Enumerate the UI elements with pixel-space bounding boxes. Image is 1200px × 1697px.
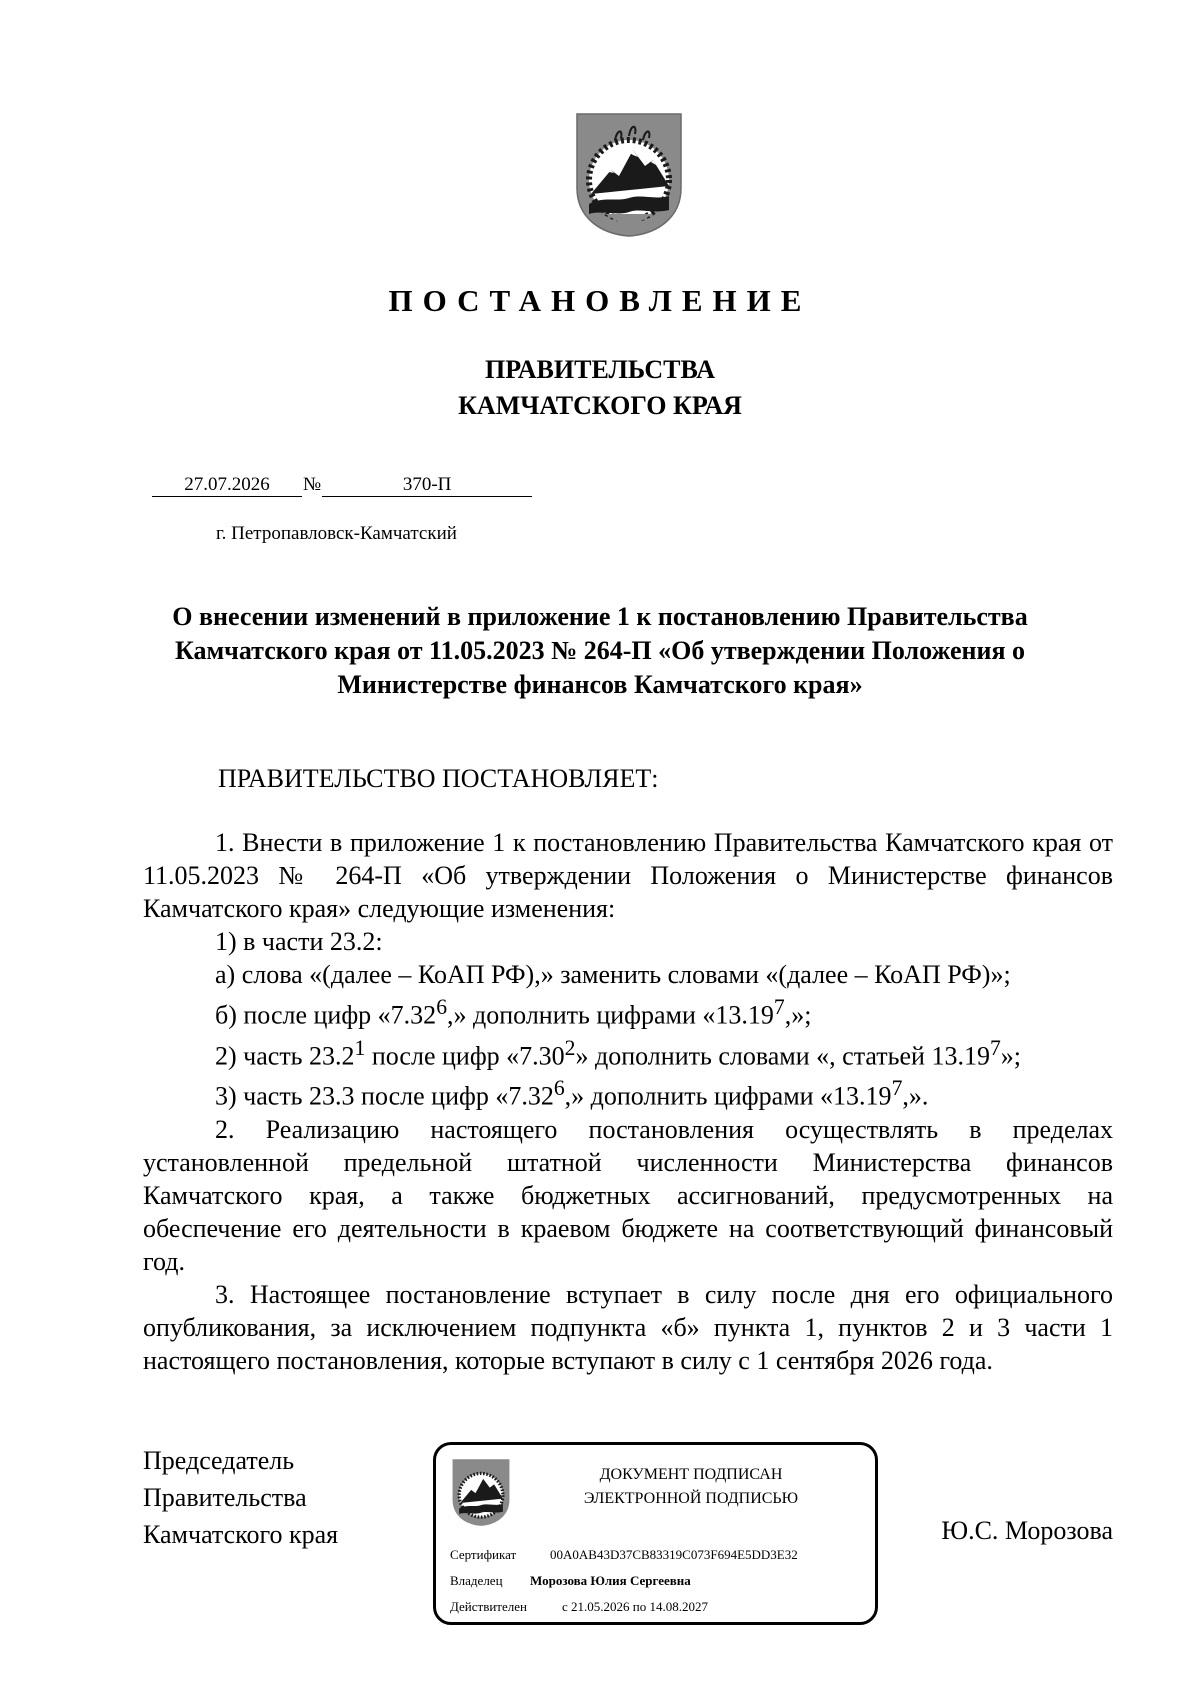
document-subject: О внесении изменений в приложение 1 к постановлению Правительства Камчатского края от 11.05.2023 № 264-П «Об утверждении Положения о Министерстве финансов Камчатского края» — [172, 602, 1028, 699]
paragraph-1: 1. Внести в приложение 1 к постановлению Правительства Камчатского края от 11.05.2023 № 264-П «Об утверждении Положения о Министерстве финансов Камчатского края» следующие изменения: — [143, 828, 1113, 923]
superscript: 6 — [436, 995, 448, 1019]
superscript: 7 — [773, 995, 785, 1019]
text-part: после цифр «7.30 — [365, 1041, 565, 1071]
paragraph-2: 2. Реализацию настоящего постановления осуществлять в пределах установленной предельной штатной численности Министерства финансов Камчатского края, а также бюджетных ассигнований, предусмотренных на обеспечение его деятельности в краевом бюджете на соответствующий финансовый год. — [143, 1114, 1113, 1276]
stamp-owner-row — [450, 1573, 691, 1589]
signatory-title-line-1: Председатель — [143, 1446, 295, 1475]
signatory-title-line-2: Правительства — [143, 1483, 307, 1512]
paragraph-1-2 — [143, 1032, 1113, 1073]
date-number-row — [152, 474, 532, 497]
document-number: 370-П — [322, 474, 532, 497]
number-sign: № — [303, 474, 322, 495]
stamp-heading-line-1: ДОКУМЕНТ ПОДПИСАН — [599, 1466, 783, 1483]
paragraph-3: 3. Настоящее постановление вступает в силу после дня его официального опубликования, за исключением подпункта «б» пункта 1, пунктов 2 и 3 части 1 настоящего постановления, которые вступают в силу с 1 сентября 2026 года. — [143, 1279, 1113, 1375]
city: г. Петропавловск-Камчатский — [216, 523, 457, 544]
text-part: 3) часть 23.3 после цифр «7.32 — [215, 1081, 554, 1111]
text-part: ,»; — [784, 1000, 812, 1030]
kamchatka-emblem-icon — [573, 110, 685, 238]
text-part: »; — [1000, 1041, 1022, 1071]
signatory-title-line-3: Камчатского края — [143, 1520, 339, 1549]
text-part: ,» дополнить цифрами «13.19 — [447, 1000, 774, 1030]
certificate-value: 00A0AB43D37CB83319C073F694E5DD3E32 — [550, 1547, 798, 1562]
text-part: ,». — [902, 1081, 929, 1111]
paragraph-1-3 — [143, 1072, 1113, 1113]
signatory-title — [143, 1442, 338, 1553]
text-part: 2) часть 23.2 — [215, 1041, 355, 1071]
stamp-emblem-icon — [450, 1457, 512, 1527]
electronic-signature-stamp — [433, 1442, 878, 1625]
issuer-line-1: ПРАВИТЕЛЬСТВА — [485, 355, 715, 384]
certificate-label: Сертификат — [450, 1547, 517, 1562]
text-part: б) после цифр «7.32 — [215, 1000, 437, 1030]
owner-value: Морозова Юлия Сергеевна — [530, 1573, 691, 1588]
owner-label: Владелец — [450, 1573, 503, 1588]
paragraph-1-1-b — [143, 991, 1113, 1032]
document-type: ПОСТАНОВЛЕНИЕ — [388, 283, 812, 318]
stamp-validity-row — [450, 1599, 708, 1615]
document-body — [143, 826, 1113, 1377]
text-part: » дополнить словами «, статьей 13.19 — [575, 1041, 990, 1071]
stamp-certificate-row — [450, 1547, 798, 1563]
signer-name: Ю.С. Морозова — [941, 1516, 1113, 1545]
issuer — [0, 352, 1200, 424]
validity-label: Действителен — [450, 1599, 527, 1614]
document-date: 27.07.2026 — [152, 474, 302, 497]
superscript: 6 — [553, 1076, 565, 1101]
issuer-line-2: КАМЧАТСКОГО КРАЯ — [458, 391, 742, 420]
text-part: ,» дополнить цифрами «13.19 — [564, 1081, 892, 1111]
superscript: 7 — [891, 1076, 903, 1101]
superscript: 1 — [354, 1035, 366, 1060]
decree-line: ПРАВИТЕЛЬСТВО ПОСТАНОВЛЯЕТ: — [218, 764, 659, 793]
stamp-heading — [526, 1463, 856, 1511]
stamp-heading-line-2: ЭЛЕКТРОННОЙ ПОДПИСЬЮ — [583, 1490, 799, 1507]
paragraph-1-1-a: а) слова «(далее – КоАП РФ),» заменить словами «(далее – КоАП РФ)»; — [215, 960, 1011, 989]
paragraph-1-1: 1) в части 23.2: — [215, 927, 383, 956]
validity-value: с 21.05.2026 по 14.08.2027 — [562, 1599, 708, 1614]
superscript: 2 — [564, 1035, 576, 1060]
superscript: 7 — [989, 1035, 1001, 1060]
